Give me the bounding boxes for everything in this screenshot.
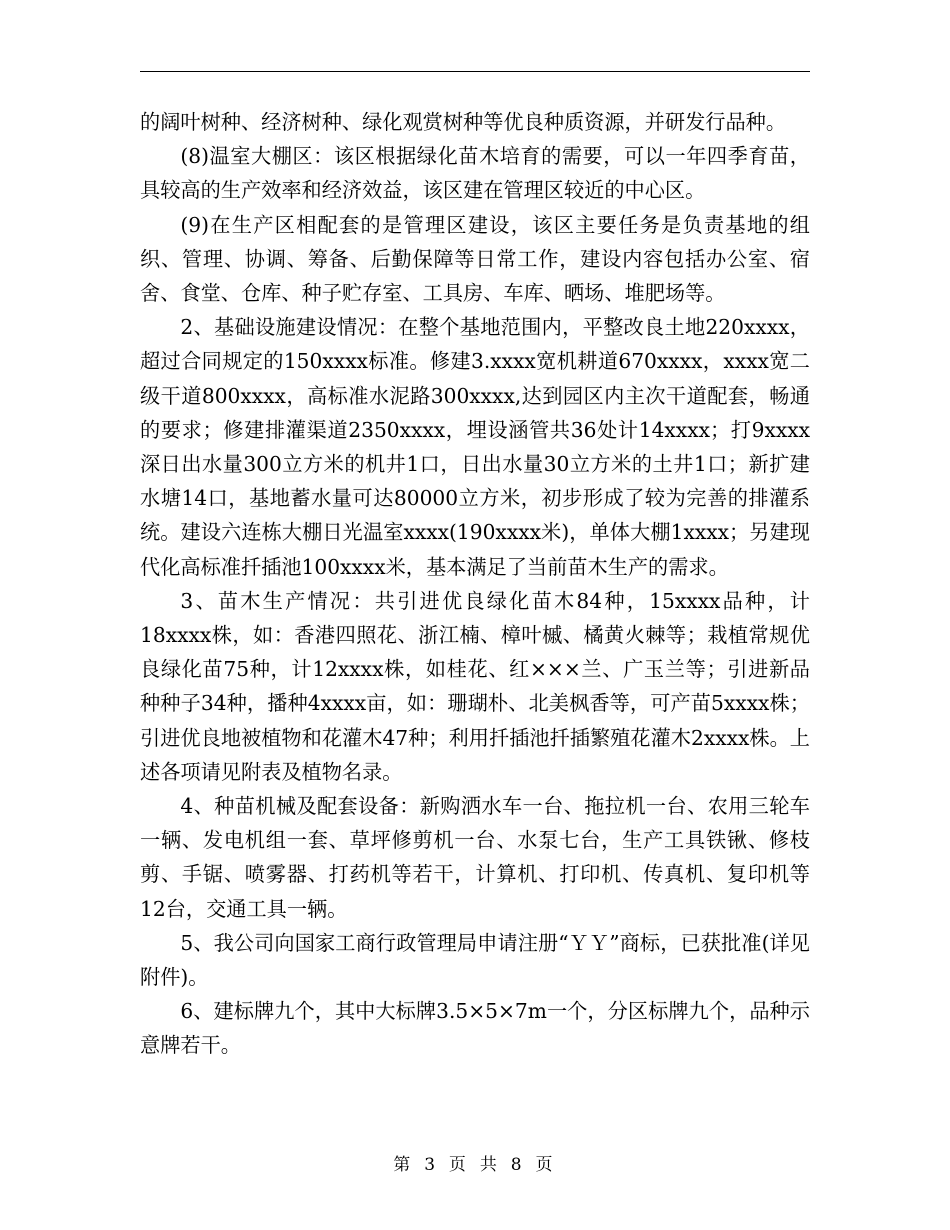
paragraph: 的阔叶树种、经济树种、绿化观赏树种等优良种质资源，并研发行品种。 (140, 110, 787, 134)
header-rule (140, 71, 810, 72)
paragraph: 5、我公司向国家工商行政管理局申请注册“ＹＹ”商标，已获批准(详见附件)。 (140, 930, 810, 990)
paragraph: (9)在生产区相配套的是管理区建设，该区主要任务是负责基地的组织、管理、协调、筹备、后勤保障等日常工作，建设内容包括办公室、宿舍、食堂、仓库、种子贮存室、工具房、车库、晒场、堆肥场等。 (140, 212, 810, 306)
paragraph: 2、基础设施建设情况：在整个基地范围内，平整改良土地220xxxx，超过合同规定的150xxxx标准。修建3.xxxx宽机耕道670xxxx，xxxx宽二级干道800xxxx，高标准水泥路300xxxx,达到园区内主次干道配套，畅通的要求；修建排灌渠道2350xxxx，埋设涵管共36处计14xxxx；打9xxxx深日出水量300立方米的机井1口，日出水量30立方米的土井1口；新扩建水塘14口，基地蓄水量可达80000立方米，初步形成了较为完善的排灌系统。建设六连栋大棚日光温室xxxx(190xxxx米)，单体大棚1xxxx；另建现代化高标准扦插池100xxxx米，基本满足了当前苗木生产的需求。 (140, 315, 810, 579)
document-body (140, 105, 810, 1063)
paragraph: (8)温室大棚区：该区根据绿化苗木培育的需要，可以一年四季育苗，具较高的生产效率和经济效益，该区建在管理区较近的中心区。 (140, 144, 810, 203)
paragraph: 6、建标牌九个，其中大标牌3.5×5×7m一个，分区标牌九个，品种示意牌若干。 (140, 999, 810, 1058)
paragraph: 4、种苗机械及配套设备：新购洒水车一台、拖拉机一台、农用三轮车一辆、发电机组一套、草坪修剪机一台、水泵七台，生产工具铁锹、修枝剪、手锯、喷雾器、打药机等若干，计算机、打印机、传真机、复印机等12台，交通工具一辆。 (140, 794, 810, 921)
page-number-footer: 第 3 页 共 8 页 (393, 1155, 557, 1175)
paragraph: 3、苗木生产情况：共引进优良绿化苗木84种，15xxxx品种，计18xxxx株，如：香港四照花、浙江楠、樟叶槭、橘黄火棘等；栽植常规优良绿化苗75种，计12xxxx株，如桂花、红×××兰、广玉兰等；引进新品种种子34种，播种4xxxx亩，如：珊瑚朴、北美枫香等，可产苗5xxxx株；引进优良地被植物和花灌木47种；利用扦插池扦插繁殖花灌木2xxxx株。上述各项请见附表及植物名录。 (140, 588, 810, 784)
